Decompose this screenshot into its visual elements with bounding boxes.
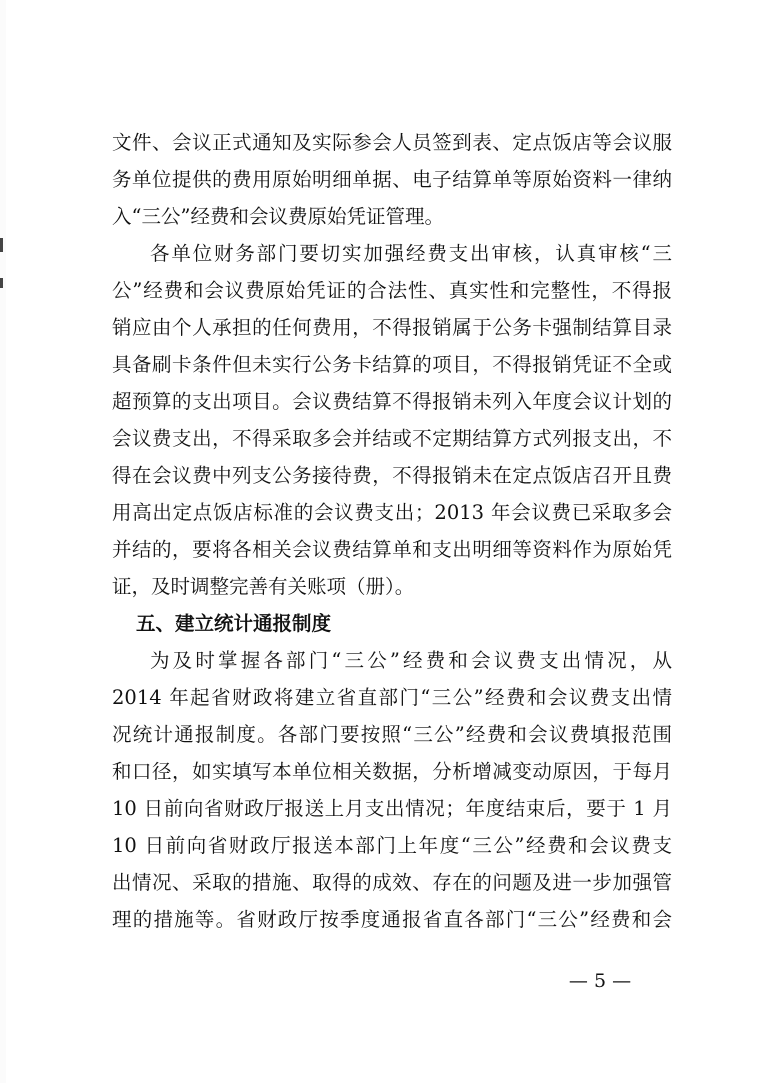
paragraph-2-line: 得在会议费中列支公务接待费，不得报销未在定点饭店召开且费 — [112, 464, 672, 487]
paragraph-2-line: 会议费支出，不得采取多会并结或不定期结算方式列报支出，不 — [112, 427, 672, 450]
paragraph-2-line: 各单位财务部门要切实加强经费支出审核，认真审核“三 — [150, 242, 672, 265]
scan-mark — [0, 278, 3, 288]
scan-edge — [0, 0, 6, 1083]
paragraph-2-line: 销应由个人承担的任何费用，不得报销属于公务卡强制结算目录 — [112, 316, 672, 339]
document-page — [112, 124, 672, 938]
paragraph-3-line: 10 日前向省财政厅报送上月支出情况；年度结束后，要于 1 月 — [112, 797, 672, 820]
paragraph-3-line: 理的措施等。省财政厅按季度通报省直各部门“三公”经费和会 — [112, 908, 672, 931]
paragraph-3-line: 10 日前向省财政厅报送本部门上年度“三公”经费和会议费支 — [112, 834, 672, 857]
paragraph-3-line: 2014 年起省财政将建立省直部门“三公”经费和会议费支出情 — [112, 686, 672, 709]
paragraph-2-line: 公”经费和会议费原始凭证的合法性、真实性和完整性，不得报 — [112, 279, 672, 302]
section-heading: 五、建立统计通报制度 — [136, 612, 332, 635]
paragraph-2-line: 具备刷卡条件但未实行公务卡结算的项目，不得报销凭证不全或 — [112, 353, 672, 376]
paragraph-1-line: 文件、会议正式通知及实际参会人员签到表、定点饭店等会议服 — [112, 131, 672, 154]
paragraph-1-line: 务单位提供的费用原始明细单据、电子结算单等原始资料一律纳 — [112, 168, 672, 191]
scan-mark — [0, 238, 3, 252]
paragraph-2-line: 用高出定点饭店标准的会议费支出；2013 年会议费已采取多会 — [112, 501, 672, 524]
paragraph-3-line: 况统计通报制度。各部门要按照“三公”经费和会议费填报范围 — [112, 723, 672, 746]
page-number: — 5 — — [568, 970, 632, 992]
paragraph-3-line: 和口径，如实填写本单位相关数据，分析增减变动原因，于每月 — [112, 760, 672, 783]
paragraph-2-line: 证，及时调整完善有关账项（册）。 — [112, 575, 415, 598]
paragraph-3-line: 出情况、采取的措施、取得的成效、存在的问题及进一步加强管 — [112, 871, 672, 894]
paragraph-3-line: 为及时掌握各部门“三公”经费和会议费支出情况，从 — [150, 649, 672, 672]
paragraph-2-line: 超预算的支出项目。会议费结算不得报销未列入年度会议计划的 — [112, 390, 672, 413]
paragraph-1-line: 入“三公”经费和会议费原始凭证管理。 — [112, 205, 444, 228]
paragraph-2-line: 并结的，要将各相关会议费结算单和支出明细等资料作为原始凭 — [112, 538, 672, 561]
